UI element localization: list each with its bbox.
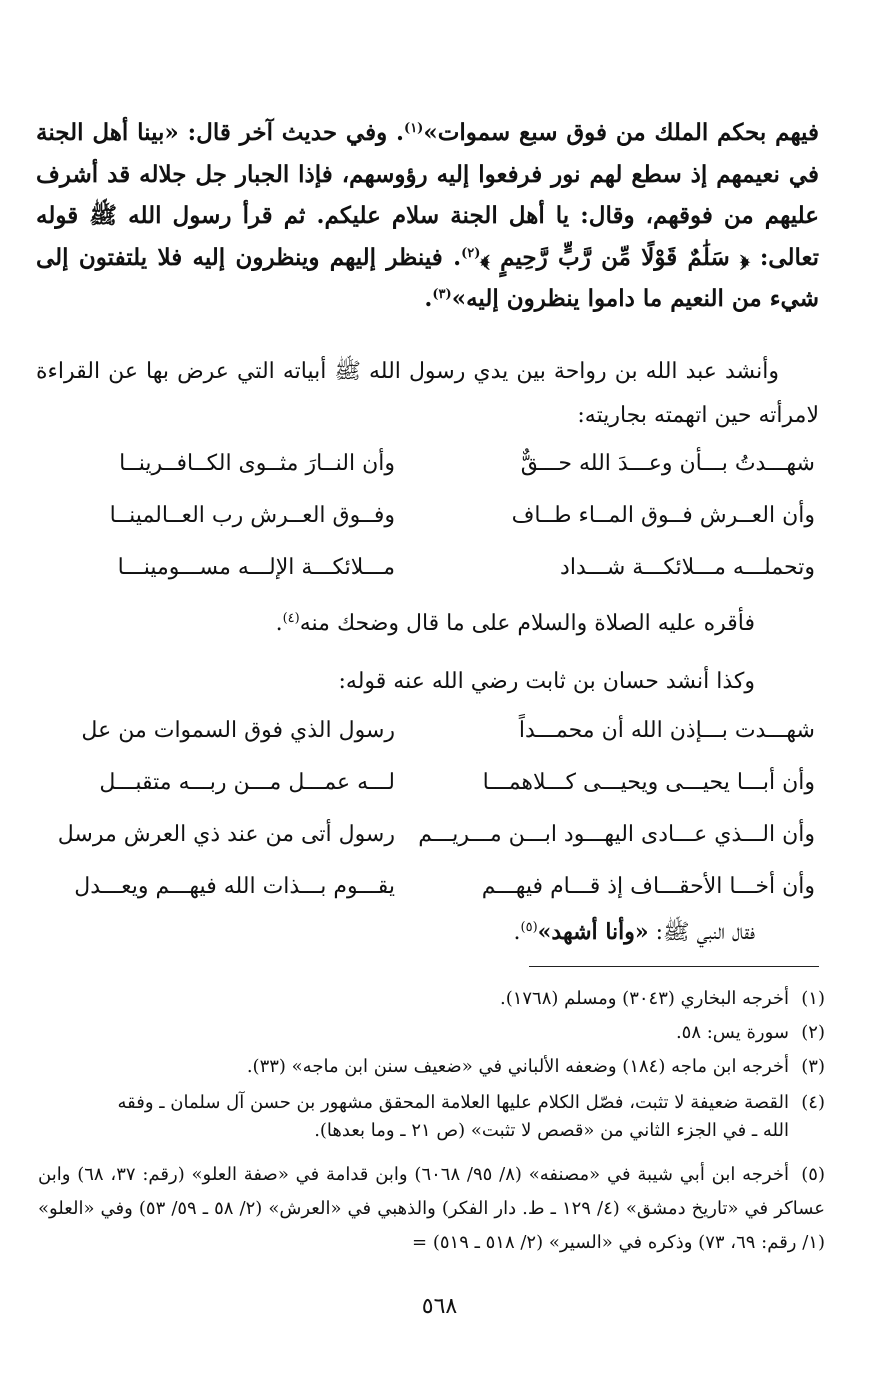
verse-second-hemistich: وأن النــارَ مثــوى الكــافــرينــا	[119, 451, 395, 476]
footnote-5	[38, 1158, 825, 1260]
text-span: أشرف عليهم من فوقهم، وقال: يا أهل الجنة سلام عليكم. ثم قرأ رسول الله ﷺ	[36, 160, 819, 229]
verse-first-hemistich: وأن أبـــا يحيـــى ويحيـــى كـــلاهمـــا	[482, 770, 815, 795]
poem-verse	[40, 822, 815, 874]
footnote-ref-2: (٢)	[461, 245, 481, 261]
footnote-number: (١)	[801, 988, 825, 1009]
paragraph-ibn-rawaha: وأنشد عبد الله بن رواحة بين يدي رسول الله ﷺ أبياته التي عرض بها عن القراءة لامرأته حين اتهمته بجاريته:	[36, 359, 819, 428]
poem-verse	[40, 503, 815, 555]
verse-first-hemistich: شهـــدتُ بـــأن وعـــدَ الله حـــقٌّ	[520, 451, 815, 476]
footnote-ref-5: (٥)	[520, 920, 538, 935]
verse-second-hemistich: رسول أتى من عند ذي العرش مرسل	[57, 822, 395, 847]
footnote-2	[38, 1019, 825, 1047]
paragraph-hadith	[36, 112, 819, 320]
footnote-divider	[529, 966, 819, 967]
verse-first-hemistich: وأن أخـــا الأحقـــاف إذ قـــام فيهـــم	[481, 874, 815, 899]
paragraph-approval	[36, 602, 819, 646]
verse-second-hemistich: يقـــوم بـــذات الله فيهـــم ويعـــدل	[74, 874, 395, 899]
text-span: الجنة في نعيمهم إذ سطع لهم نور فرفعوا إليه رؤوسهم، فإذا الجبار جل جلاله قد	[36, 119, 819, 188]
text-span: .	[424, 285, 433, 312]
verse-second-hemistich: لـــه عمـــل مـــن ربـــه متقبـــل	[99, 770, 395, 795]
footnote-3	[38, 1053, 825, 1081]
verse-first-hemistich: وأن العــرش فــوق المــاء طــاف	[511, 503, 815, 528]
footnote-number: (٥)	[801, 1164, 825, 1185]
paragraph-prophet-reply	[36, 910, 819, 955]
footnote-number: (٢)	[801, 1022, 825, 1043]
text-span: شيء من النعيم ما داموا ينظرون إليه»	[451, 285, 819, 312]
text-span: .	[275, 611, 283, 636]
page-number: ٥٦٨	[421, 1294, 458, 1319]
footnote-text: أخرجه ابن أبي شيبة في «مصنفه» (٨/ ٩٥/ ٦٠٦٨) وابن قدامة في «صفة العلو» (رقم: ٣٧، ٦٨) وابن عساكر في «تاريخ دمشق» (٤/ ١٢٩ ـ ط. دار الفكر) والذهبي في «العرش» (٢/ ٥٨ ـ ٥٩/ ٥٣) وفي «العلو» (١/ رقم: ٦٩، ٧٣) وذكره في «السير» (٢/ ٥١٨ ـ ٥١٩) =	[38, 1164, 826, 1253]
poem-hassan	[40, 718, 815, 926]
text-span: .	[513, 920, 521, 945]
text-span: فقال النبي ﷺ:	[648, 920, 755, 945]
text-span: . وفي حديث آخر قال: «بينا أهل	[92, 119, 405, 146]
footnote-ref-4: (٤)	[282, 611, 300, 626]
verse-second-hemistich: رسول الذي فوق السموات من عل	[81, 718, 395, 743]
verse-first-hemistich: شهـــدت بـــإذن الله أن محمـــداً	[518, 718, 815, 743]
poem-verse	[40, 770, 815, 822]
quran-verse: قوله تعالى: ﴿ سَلَٰمٌ قَوْلًا مِّن رَّبٍّ رَّحِيمٍ ﴾	[36, 202, 819, 271]
footnote-ref-1: (١)	[404, 121, 424, 136]
text-span: فيهم بحكم الملك من فوق سبع سموات»	[423, 119, 819, 146]
footnote-1	[38, 985, 825, 1013]
footnote-text: القصة ضعيفة لا تثبت، فصّل الكلام عليها العلامة المحقق مشهور بن حسن آل سلمان ـ وفقه	[117, 1092, 789, 1113]
footnote-text: أخرجه ابن ماجه (١٨٤) وضعفه الألباني في «ضعيف سنن ابن ماجه» (٣٣).	[246, 1056, 789, 1077]
text-span: فأقره عليه الصلاة والسلام على ما قال وضحك منه	[299, 611, 755, 636]
quote-text: «وأنا أشهد»	[537, 919, 649, 945]
paragraph-hassan: وكذا أنشد حسان بن ثابت رضي الله عنه قوله:	[338, 669, 755, 694]
verse-first-hemistich: وأن الـــذي عـــادى اليهـــود ابـــن مـــريـــم	[418, 822, 815, 847]
verse-second-hemistich: مـــلائكـــة الإلـــه مســـومينـــا	[117, 555, 395, 580]
footnote-text: أخرجه البخاري (٣٠٤٣) ومسلم (١٧٦٨).	[499, 988, 789, 1009]
poem-verse	[40, 555, 815, 607]
footnote-text: سورة يس: ٥٨.	[675, 1022, 789, 1043]
text-span: . فينظر إليهم وينظرون إليه فلا يلتفتون إلى	[36, 243, 462, 271]
footnote-ref-3: (٣)	[432, 287, 452, 302]
footnote-number: (٣)	[801, 1056, 825, 1077]
footnote-continuation: الله ـ في الجزء الثاني من «قصص لا تثبت» (ص ٢١ ـ وما بعدها).	[314, 1120, 789, 1141]
verse-first-hemistich: وتحملـــه مـــلائكـــة شـــداد	[560, 555, 815, 580]
poem-verse	[40, 451, 815, 503]
poem-verse	[40, 718, 815, 770]
poem-ibn-rawaha	[40, 451, 815, 607]
verse-second-hemistich: وفــوق العــرش رب العــالمينــا	[109, 503, 395, 528]
footnote-number: (٤)	[801, 1092, 825, 1113]
footnote-4	[38, 1089, 825, 1145]
